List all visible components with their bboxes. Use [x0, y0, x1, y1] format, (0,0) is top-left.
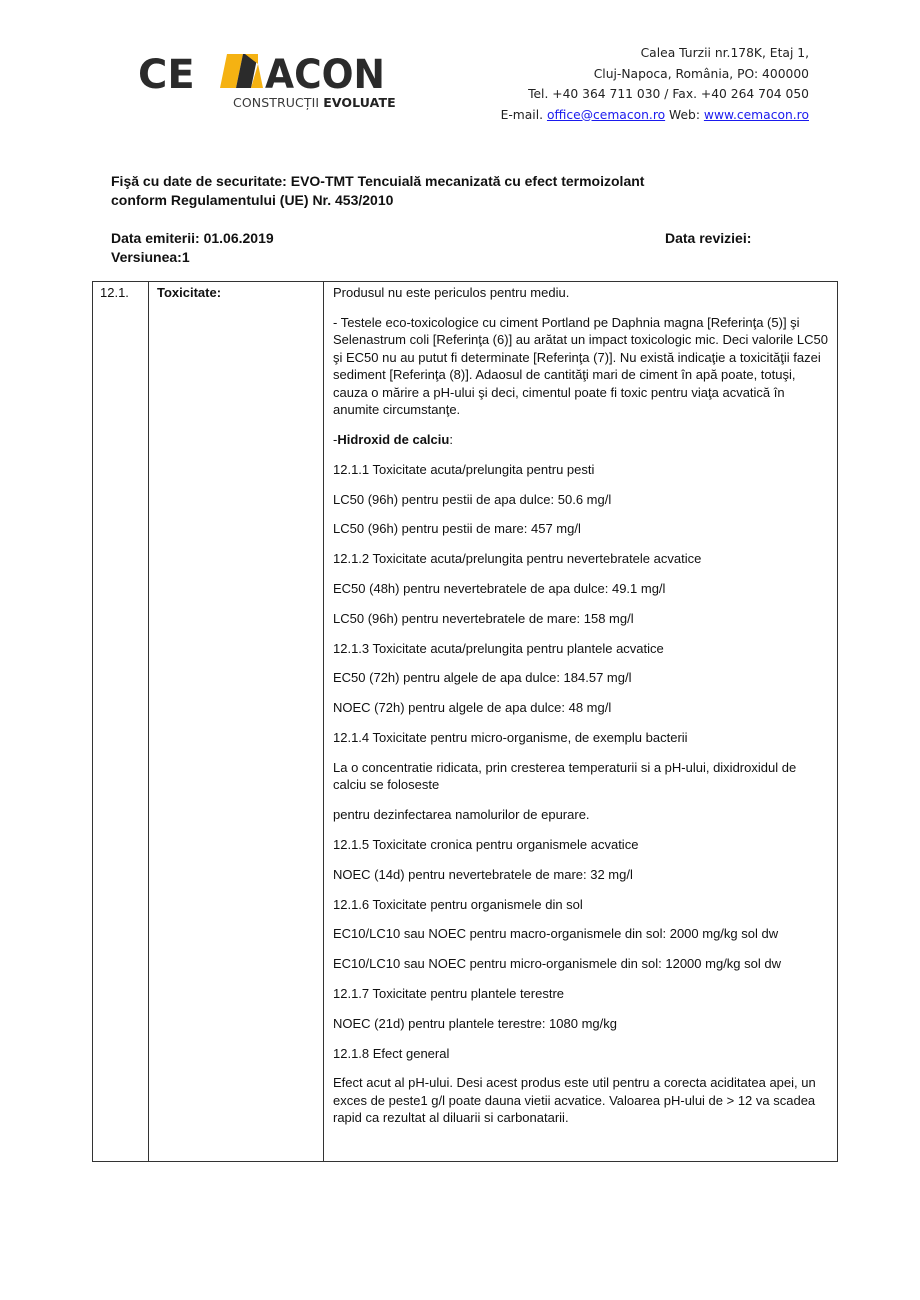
email-label: E-mail.: [500, 107, 547, 122]
email-web-line: [501, 105, 809, 126]
paragraph: LC50 (96h) pentru nevertebratele de mare: 158 mg/l: [333, 610, 634, 626]
paragraph: Efect acut al pH-ului. Desi acest produs este util pentru a corecta aciditatea apei, un exces de peste1 g/l poate dauna vietii acvatice. Valoarea pH-ului de > 12 va scadea rapid ca rezultat al diluarii si carbonatarii.: [333, 1075, 816, 1126]
logo-subtitle: [233, 95, 396, 110]
title-line-2: conform Regulamentului (UE) Nr. 453/2010: [111, 192, 394, 208]
web-link[interactable]: www.cemacon.ro: [703, 107, 809, 122]
address-line-1: Calea Turzii nr.178K, Etaj 1,: [640, 46, 809, 60]
subheading-bold: Hidroxid de calciu: [337, 432, 450, 448]
revision-date: Data reviziei:: [665, 230, 752, 246]
paragraph: 12.1.1 Toxicitate acuta/prelungita pentru pesti: [333, 461, 595, 477]
paragraph: pentru dezinfectarea namolurilor de epurare.: [333, 807, 590, 823]
paragraph: NOEC (14d) pentru nevertebratele de mare: 32 mg/l: [333, 866, 633, 882]
logo-subtitle-bold: EVOLUATE: [323, 95, 396, 110]
section-content: [333, 284, 831, 1139]
issue-info: [111, 229, 274, 267]
section-number: 12.1.: [100, 285, 129, 300]
web-label: Web:: [665, 107, 704, 122]
paragraph: 12.1.2 Toxicitate acuta/prelungita pentru nevertebratele acvatice: [333, 551, 702, 567]
version: Versiunea:1: [111, 249, 190, 265]
paragraph: 12.1.5 Toxicitate cronica pentru organismele acvatice: [333, 836, 639, 852]
paragraph: - Testele eco-toxicologice cu ciment Portland pe Daphnia magna [Referinţa (5)] şi Selenastrum coli [Referinţa (6)] au arătat un impact toxicologic mic. Deci valorile LC50 şi EC50 nu au putut fi determinate [Referinţa (7)]. Nu există indicaţie a toxicităţii fazei sediment [Referinţa (8)]. Adaosul de cantităţi mari de ciment în apă poate, totuşi, cauza o mărire a pH-ului şi deci, cimentul poate fi toxic pentru viaţa acvatică în anumite circumstanţe.: [333, 314, 828, 418]
address-line-2: Cluj-Napoca, România, PO: 400000: [593, 66, 809, 81]
paragraph: La o concentratie ridicata, prin cresterea temperaturii si a pH-ului, dixidroxidul de calciu se foloseste: [333, 759, 797, 793]
paragraph: 12.1.6 Toxicitate pentru organismele din sol: [333, 896, 583, 912]
section-table: [92, 281, 838, 1162]
column-divider: [148, 282, 149, 1161]
logo-text-acon: ACON: [265, 52, 385, 94]
paragraph: 12.1.3 Toxicitate acuta/prelungita pentru plantele acvatice: [333, 640, 664, 656]
logo-m-mark: [220, 54, 263, 88]
paragraph: NOEC (72h) pentru algele de apa dulce: 48 mg/l: [333, 700, 612, 716]
issue-date: Data emiterii: 01.06.2019: [111, 230, 274, 246]
cemacon-logo-mark: [137, 52, 387, 94]
subheading-suffix: :: [449, 432, 453, 448]
logo-subtitle-normal: CONSTRUCȚII: [233, 95, 324, 110]
paragraph: EC50 (72h) pentru algele de apa dulce: 184.57 mg/l: [333, 670, 632, 686]
phone-fax: Tel. +40 364 711 030 / Fax. +40 264 704 050: [528, 87, 809, 101]
paragraph: 12.1.7 Toxicitate pentru plantele terestre: [333, 985, 565, 1001]
column-divider: [323, 282, 324, 1161]
paragraph: EC50 (48h) pentru nevertebratele de apa dulce: 49.1 mg/l: [333, 581, 666, 597]
paragraph: 12.1.4 Toxicitate pentru micro-organisme, de exemplu bacterii: [333, 730, 688, 746]
paragraph: EC10/LC10 sau NOEC pentru macro-organismele din sol: 2000 mg/kg sol dw: [333, 926, 779, 942]
company-logo: [137, 52, 396, 112]
logo-text-ce: CE: [138, 52, 195, 94]
paragraph: LC50 (96h) pentru pestii de apa dulce: 50.6 mg/l: [333, 491, 612, 507]
paragraph: LC50 (96h) pentru pestii de mare: 457 mg/l: [333, 521, 581, 537]
section-title: Toxicitate:: [157, 285, 222, 300]
paragraph: EC10/LC10 sau NOEC pentru micro-organismele din sol: 12000 mg/kg sol dw: [333, 956, 781, 972]
subheading-hidroxid: [333, 431, 831, 449]
contact-block: [501, 43, 809, 125]
paragraph: 12.1.8 Efect general: [333, 1045, 450, 1061]
email-link[interactable]: office@cemacon.ro: [546, 107, 666, 122]
subheading-prefix: -: [333, 432, 338, 448]
document-title: [111, 172, 644, 210]
paragraph: Produsul nu este periculos pentru mediu.: [333, 285, 570, 300]
title-line-1: Fişă cu date de securitate: EVO-TMT Tencuială mecanizată cu efect termoizolant: [111, 173, 645, 189]
paragraph: NOEC (21d) pentru plantele terestre: 1080 mg/kg: [333, 1015, 617, 1031]
